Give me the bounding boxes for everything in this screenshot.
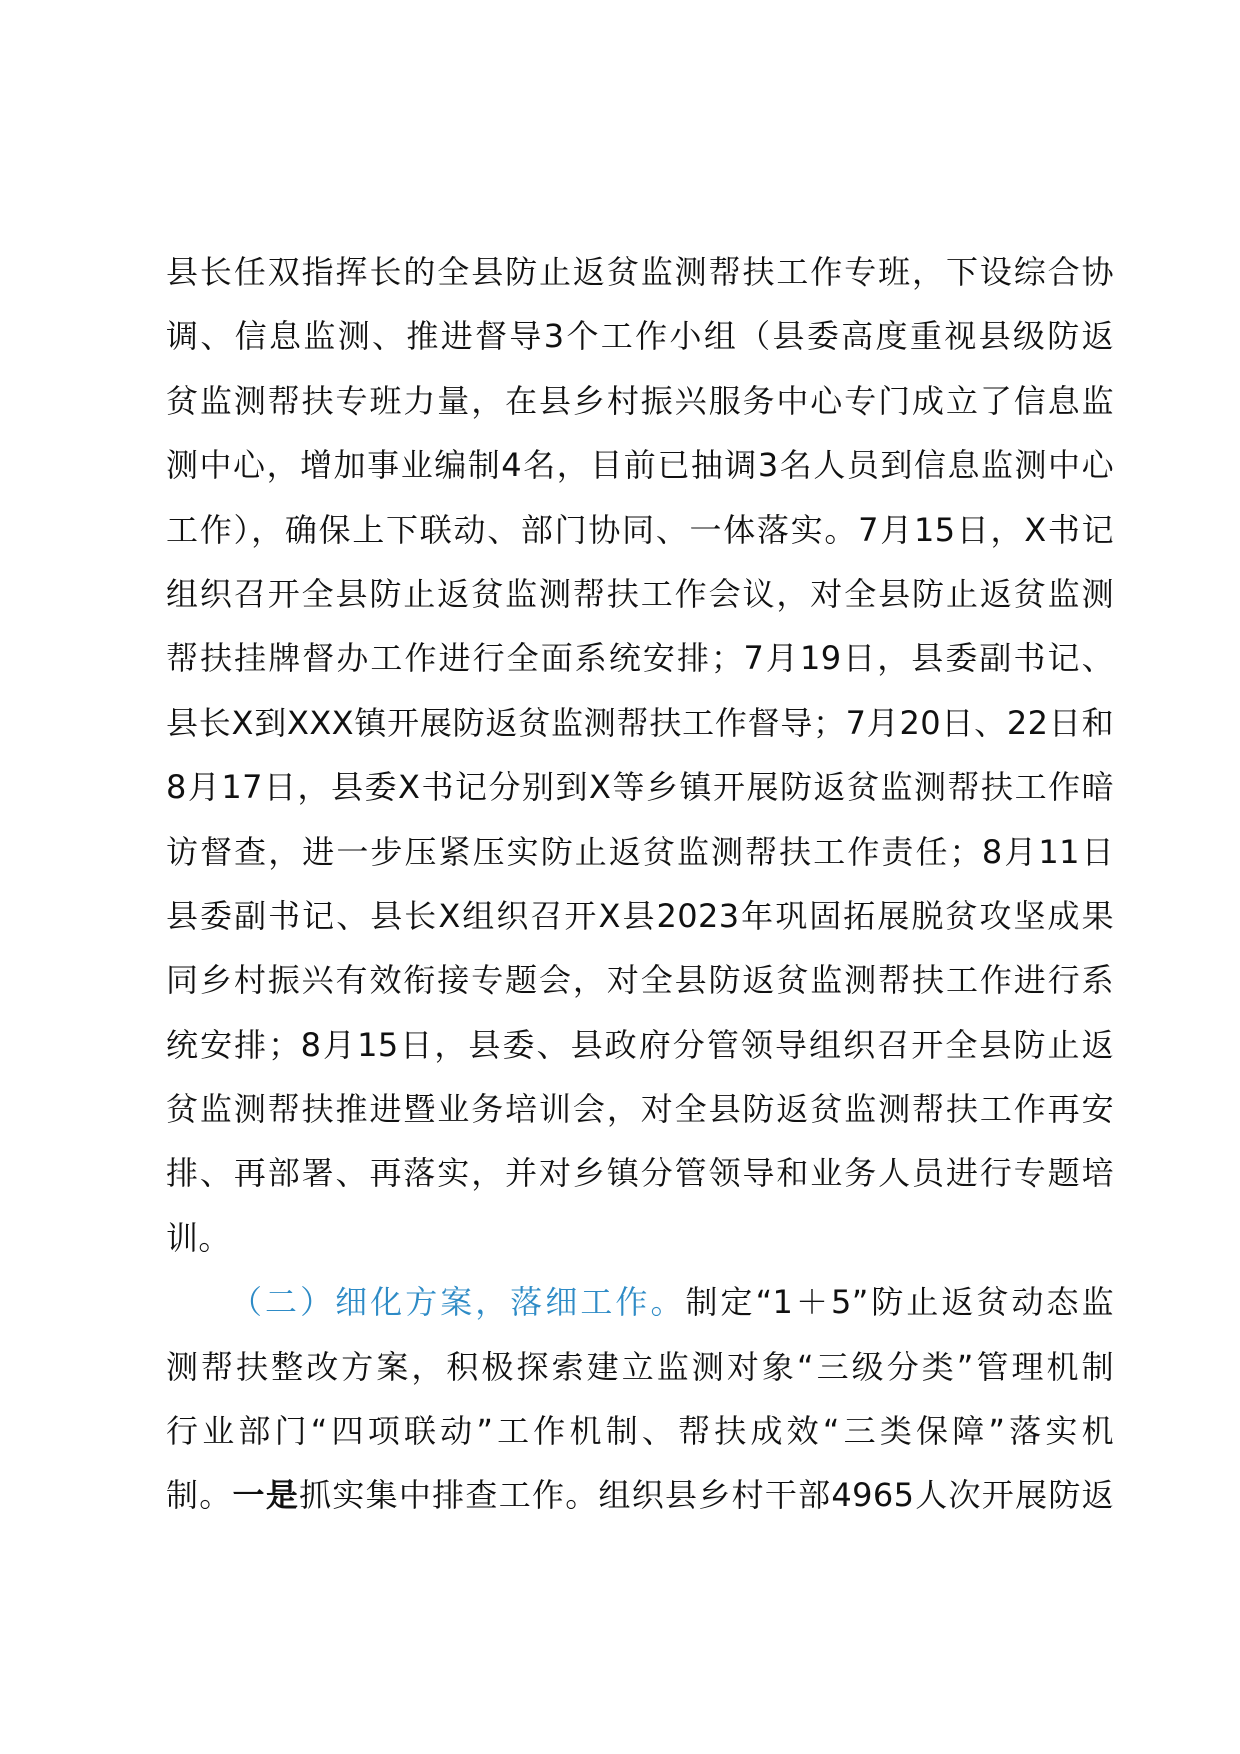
body-text — [166, 240, 1114, 1528]
paragraph-line: 工作），确保上下联动、部门协同、一体落实。7月15日，X书记 — [166, 510, 1114, 549]
paragraph-line: 同乡村振兴有效衔接专题会，对全县防返贫监测帮扶工作进行系 — [166, 961, 1114, 1000]
paragraph-line: 帮扶挂牌督办工作进行全面系统安排；7月19日，县委副书记、 — [166, 639, 1114, 678]
section-heading: （二）细化方案，落细工作。 — [230, 1283, 686, 1322]
paragraph-line: 训。 — [166, 1218, 231, 1257]
paragraph-line: 8月17日，县委X书记分别到X等乡镇开展防返贫监测帮扶工作暗 — [166, 768, 1114, 807]
line-start-text: 制。 — [166, 1476, 233, 1515]
paragraph-line: 县长X到XXX镇开展防返贫监测帮扶工作督导；7月20日、22日和 — [166, 703, 1114, 742]
paragraph-line: 测中心，增加事业编制4名，目前已抽调3名人员到信息监测中心 — [166, 446, 1114, 485]
paragraph-line: 调、信息监测、推进督导3个工作小组（县委高度重视县级防返 — [166, 317, 1114, 356]
section-heading-line — [166, 1270, 1114, 1334]
paragraph-line: 行业部门“四项联动”工作机制、帮扶成效“三类保障”落实机 — [166, 1412, 1114, 1451]
paragraph-line: 访督查，进一步压紧压实防止返贫监测帮扶工作责任；8月11日 — [166, 832, 1114, 871]
paragraph-line: 组织召开全县防止返贫监测帮扶工作会议，对全县防止返贫监测 — [166, 574, 1114, 613]
paragraph-line: 县委副书记、县长X组织召开X县2023年巩固拓展脱贫攻坚成果 — [166, 896, 1114, 935]
line-rest-text: 抓实集中排查工作。组织县乡村干部4965人次开展防返 — [299, 1476, 1114, 1515]
paragraph-line: 测帮扶整改方案，积极探索建立监测对象“三级分类”管理机制 — [166, 1347, 1114, 1386]
paragraph-line: 贫监测帮扶推进暨业务培训会，对全县防返贫监测帮扶工作再安 — [166, 1090, 1114, 1129]
paragraph-line — [166, 1463, 1114, 1527]
bold-lead-in: 一是 — [232, 1476, 300, 1515]
paragraph-line: 县长任双指挥长的全县防止返贫监测帮扶工作专班，下设综合协 — [166, 253, 1114, 291]
paragraph-line: 统安排；8月15日，县委、县政府分管领导组织召开全县防止返 — [166, 1025, 1114, 1064]
section-intro-text: 制定“1＋5”防止返贫动态监 — [685, 1283, 1114, 1322]
paragraph-line: 排、再部署、再落实，并对乡镇分管领导和业务人员进行专题培 — [166, 1154, 1114, 1193]
paragraph-line: 贫监测帮扶专班力量，在县乡村振兴服务中心专门成立了信息监 — [166, 381, 1114, 420]
